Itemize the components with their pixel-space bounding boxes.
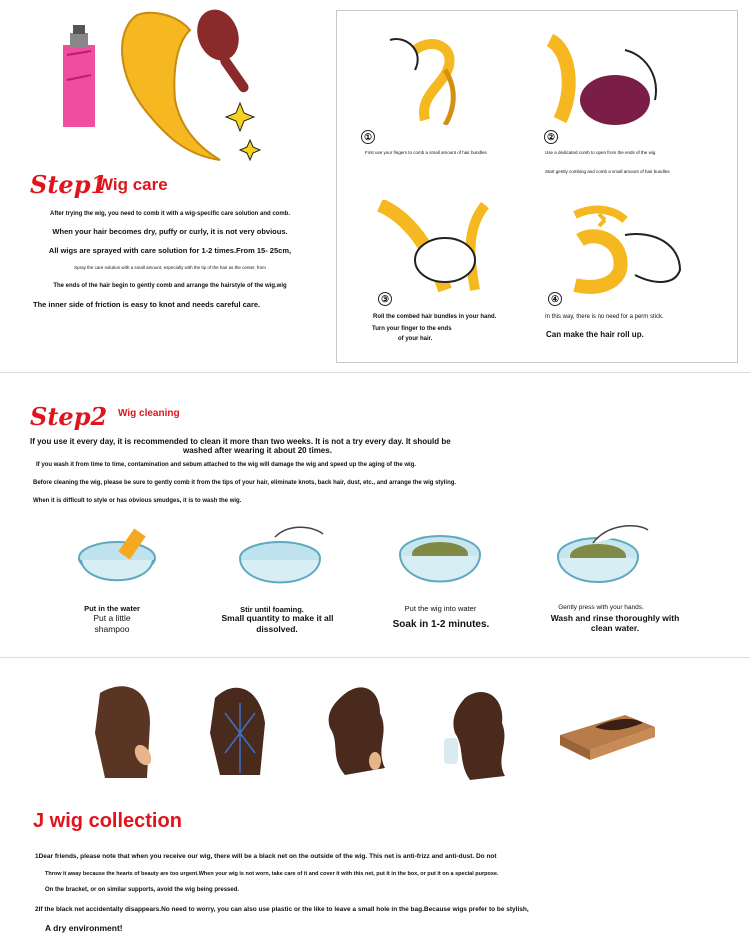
cleaning-line-1a: If you use it every day, it is recommended to clean it more than two weeks. It is not a try every day. It should be [30, 437, 451, 446]
wash-step-1b: Put a little [93, 613, 131, 623]
care-line-1: After trying the wig, you need to comb it with a wig-specific care solution and comb. [49, 211, 291, 217]
brush-hair-illustration [545, 30, 665, 125]
finger-comb-illustration [385, 30, 480, 125]
wash-step-4b: Wash and rinse thoroughly with [550, 613, 680, 623]
bowl-press-illustration [553, 518, 653, 598]
bowl-soak-illustration [395, 522, 485, 597]
panel-caption-3c: of your hair. [398, 336, 433, 342]
panel-caption-3a: Roll the combed hair bundles in your hand. [373, 314, 497, 320]
step-number-4: ④ [548, 292, 562, 306]
divider-2 [0, 657, 750, 658]
hair-roll-up-illustration [565, 200, 690, 295]
panel-caption-4b: Can make the hair roll up. [546, 330, 644, 339]
collection-line-1: 1Dear friends, please note that when you receive our wig, there will be a black net on the outside of the wig. This net is anti-frizz and anti-dust. Do not [35, 853, 497, 860]
bowl-stir-illustration [235, 522, 330, 597]
wash-step-2a: Stir until foaming. [240, 605, 304, 614]
wig-box-image [555, 705, 660, 765]
step2-script: Step2 [30, 402, 108, 431]
wash-step-4a: Gently press with your hands. [558, 604, 644, 611]
wash-step-4c: clean water. [590, 623, 640, 633]
wash-step-2c: dissolved. [256, 624, 298, 634]
cleaning-line-2: If you wash it from time to time, contamination and sebum attached to the wig will damage the wig and speed up the aging of the wig. [36, 462, 417, 468]
wash-step-1a: Put in the water [84, 604, 140, 613]
collection-line-4: 2If the black net accidentally disappears.No need to worry, you can also use plastic or the like to leave a small hole in the bag.Because wigs prefer to be stylish, [35, 906, 529, 913]
roll-hair-illustration [375, 200, 500, 295]
care-line-5: The ends of the hair begin to gently comb and arrange the hairstyle of the wig.wig [53, 283, 287, 289]
divider-1 [0, 372, 750, 373]
wig-wavy-image [320, 683, 395, 783]
step-number-3: ③ [378, 292, 392, 306]
panel-caption-2a: Use a dedicated comb to open from the ends of the wig [545, 150, 656, 155]
care-line-3: All wigs are sprayed with care solution for 1-2 times.From 15- 25cm, [48, 246, 292, 255]
wig-wavy-spray-image [440, 688, 515, 783]
cleaning-line-4: When it is difficult to style or has obvious smudges, it is to wash the wig. [33, 498, 242, 504]
wash-step-1c: shampoo [94, 624, 130, 634]
care-line-2: When your hair becomes dry, puffy or curly, it is not very obvious. [52, 227, 288, 236]
wig-net-image [205, 683, 275, 783]
wash-step-2b: Small quantity to make it all [221, 613, 334, 623]
cleaning-line-1b: washed after wearing it about 20 times. [183, 446, 332, 455]
step-number-2: ② [544, 130, 558, 144]
care-line-4: Spray the care solution with a small amount, especially with the tip of the hair as the center, from [74, 265, 266, 270]
panel-caption-1: First use your fingers to comb a small amount of hair bundles [365, 150, 487, 155]
cleaning-line-3: Before cleaning the wig, please be sure to gently comb it from the tips of your hair, eliminate knots, back hair, dust, etc., and arrange the wig styling. [33, 480, 457, 486]
collection-line-5: A dry environment! [45, 923, 123, 933]
panel-caption-3b: Turn your finger to the ends [372, 326, 452, 332]
step-number-1: ① [361, 130, 375, 144]
collection-line-3: On the bracket, or on similar supports, avoid the wig being pressed. [45, 887, 240, 893]
panel-caption-4a: In this way, there is no need for a perm stick. [545, 314, 664, 320]
step2-title: Wig cleaning [118, 408, 180, 419]
wig-straight-comb-image [85, 683, 165, 783]
spray-comb-illustration [55, 5, 275, 170]
step1-title: Wig care [97, 175, 168, 194]
collection-title: J wig collection [33, 810, 182, 832]
wash-step-3b: Soak in 1-2 minutes. [392, 619, 490, 630]
collection-line-2: Throw it away because the hearts of beauty are too urgent.When your wig is not worn, take care of it and cover it with this net, put it in the box, or put it on a special purpose. [45, 871, 499, 877]
panel-caption-2b: Start gently combing and comb a small amount of hair bundles [545, 169, 670, 174]
step1-script: Step1 [30, 170, 108, 199]
wash-step-3a: Put the wig into water [404, 604, 477, 613]
bowl-shampoo-illustration [75, 522, 165, 597]
care-line-6: The inner side of friction is easy to knot and needs careful care. [33, 300, 261, 309]
